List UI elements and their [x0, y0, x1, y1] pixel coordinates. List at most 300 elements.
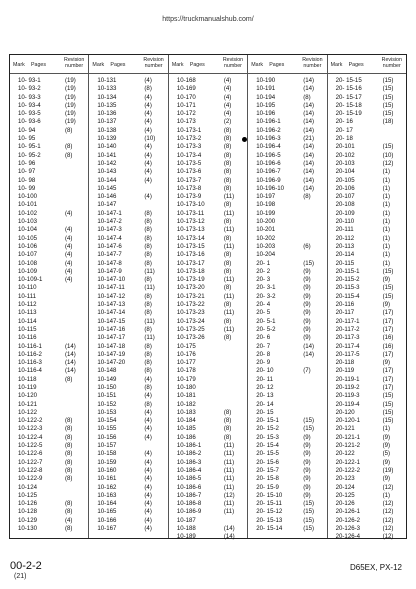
header-revision-line2: number — [223, 63, 242, 70]
table-row — [328, 152, 406, 160]
revision-cell: (1) — [382, 234, 391, 242]
table-column — [247, 55, 326, 538]
page-cell: 10-153 — [97, 408, 117, 416]
table-row — [10, 102, 88, 110]
page-cell: 10-106 — [18, 242, 37, 250]
revision-cell: (8) — [303, 193, 311, 201]
page-cell: 20-118 — [335, 359, 355, 367]
revision-table — [9, 54, 407, 539]
table-row — [10, 409, 88, 417]
table-row — [10, 77, 88, 85]
revision-cell: (1) — [382, 491, 391, 499]
table-row — [328, 260, 406, 268]
table-row — [169, 525, 247, 533]
table-row — [10, 500, 88, 508]
table-row — [248, 218, 326, 226]
table-row — [10, 243, 88, 251]
page-cell: 10- 93-5 — [18, 110, 41, 118]
page-cell: 10-173-19 — [176, 276, 205, 284]
table-row — [248, 376, 326, 384]
table-row — [89, 434, 167, 442]
revision-cell: (8) — [65, 458, 73, 466]
table-row — [89, 376, 167, 384]
table-row — [10, 459, 88, 467]
page-cell: 10-173 — [176, 118, 196, 126]
page-cell: 10-186-3 — [176, 458, 202, 466]
revision-cell: (4) — [144, 126, 152, 134]
model-name: D65EX, PX-12 — [349, 563, 402, 572]
table-row — [169, 392, 247, 400]
page-cell: 10-196-6 — [256, 159, 281, 167]
table-row — [169, 185, 247, 193]
revision-cell: (9) — [303, 317, 311, 325]
table-row — [169, 301, 247, 309]
revision-cell: (15) — [303, 516, 315, 524]
table-row — [248, 392, 326, 400]
table-row — [89, 293, 167, 301]
table-row — [328, 118, 406, 126]
revision-cell: (4) — [223, 93, 232, 101]
revision-cell: (15) — [382, 284, 394, 292]
table-row — [328, 226, 406, 234]
revision-cell: (8) — [65, 466, 73, 474]
table-row — [328, 251, 406, 259]
page-cell: 20-126-1 — [335, 508, 361, 516]
table-row — [89, 351, 167, 359]
table-row — [248, 309, 326, 317]
table-row — [169, 508, 247, 516]
page-cell: 20- 17 — [335, 126, 353, 134]
revision-cell: (12) — [382, 483, 394, 491]
table-row — [89, 85, 167, 93]
table-row — [328, 517, 406, 525]
table-row — [169, 160, 247, 168]
table-row — [328, 185, 406, 193]
revision-cell: (4) — [65, 516, 73, 524]
table-row — [169, 177, 247, 185]
revision-cell: (4) — [65, 267, 73, 275]
revision-cell: (14) — [303, 350, 315, 358]
revision-cell: (14) — [223, 533, 235, 541]
revision-cell: (15) — [382, 101, 394, 109]
table-row — [169, 268, 247, 276]
table-row — [10, 309, 88, 317]
table-row — [89, 260, 167, 268]
column-header — [169, 55, 247, 74]
table-row — [89, 417, 167, 425]
page-cell: 10- 99 — [18, 184, 36, 192]
page-cell: 10-173-13 — [176, 226, 205, 234]
table-row — [328, 376, 406, 384]
page-cell: 10-126 — [18, 500, 37, 508]
revision-cell: (11) — [223, 209, 235, 217]
table-row — [328, 392, 406, 400]
page-cell: 20- 15-7 — [256, 466, 279, 474]
table-row — [10, 484, 88, 492]
page-cell: 10-122-8 — [18, 466, 43, 474]
table-row — [169, 193, 247, 201]
table-row — [328, 484, 406, 492]
table-row — [169, 467, 247, 475]
page-cell: 10-173-9 — [176, 193, 202, 201]
page-cell: 10-198 — [256, 201, 276, 209]
table-row — [248, 450, 326, 458]
table-row — [10, 326, 88, 334]
page-cell: 20- 15 — [256, 408, 274, 416]
revision-cell: (11) — [144, 334, 155, 342]
header-mark: Mark — [251, 62, 263, 68]
revision-cell: (1) — [382, 176, 391, 184]
page-cell: 20- 16 — [335, 118, 353, 126]
page-cell: 10-143 — [97, 168, 117, 176]
revision-cell: (4) — [65, 226, 73, 234]
revision-cell: (14) — [303, 77, 315, 84]
header-revision — [143, 57, 163, 69]
page-cell: 10-122-4 — [18, 433, 43, 441]
page-cell: 10-186-6 — [176, 483, 202, 491]
table-row — [89, 343, 167, 351]
page-cell: 10-173-21 — [176, 292, 205, 300]
page-cell: 10-147-13 — [97, 301, 126, 309]
revision-cell: (9) — [303, 292, 311, 300]
page-cell: 10-173-3 — [176, 143, 202, 151]
table-row — [169, 376, 247, 384]
page-cell: 10-105 — [18, 234, 37, 242]
page-cell: 10-122 — [18, 408, 37, 416]
table-column — [88, 55, 167, 538]
revision-cell: (8) — [223, 159, 232, 167]
revision-cell: (12) — [382, 516, 394, 524]
revision-cell: (8) — [144, 234, 152, 242]
page-cell: 10- 93-3 — [18, 93, 41, 101]
page-cell: 10-109 — [18, 267, 37, 275]
table-row — [248, 235, 326, 243]
revision-cell: (11) — [223, 442, 235, 450]
table-row — [169, 459, 247, 467]
revision-cell: (15) — [382, 400, 394, 408]
page-cell: 10-122-7 — [18, 458, 43, 466]
page-cell: 10-196-2 — [256, 126, 281, 134]
page-cell: 10-161 — [97, 475, 117, 483]
page-cell: 10- 98 — [18, 176, 36, 184]
revision-cell: (14) — [303, 184, 315, 192]
revision-cell: (8) — [65, 425, 73, 433]
page-cell: 20- 15-8 — [256, 475, 279, 483]
page-cell: 20-121 — [335, 425, 355, 433]
revision-cell: (4) — [144, 143, 152, 151]
revision-cell: (8) — [144, 383, 152, 391]
table-row — [89, 152, 167, 160]
table-row — [328, 168, 406, 176]
table-row — [328, 367, 406, 375]
page-cell: 20-126 — [335, 500, 355, 508]
revision-cell: (4) — [144, 118, 152, 126]
page-cell: 20- 4 — [256, 301, 271, 309]
table-column — [327, 55, 406, 541]
revision-cell: (8) — [144, 400, 152, 408]
page-cell: 10-133 — [97, 85, 117, 93]
table-row — [169, 284, 247, 292]
page-cell: 10-139 — [97, 135, 117, 143]
page-cell: 20- 15-14 — [256, 525, 283, 533]
page-cell: 10-101 — [18, 201, 37, 209]
revision-cell: (1) — [382, 259, 391, 267]
page-cell: 20-121-2 — [335, 442, 361, 450]
page-cell: 10-147-7 — [97, 251, 122, 259]
revision-cell: (8) — [65, 143, 73, 151]
revision-cell: (11) — [223, 508, 235, 516]
page-cell: 10-116-1 — [18, 342, 42, 350]
table-row — [10, 517, 88, 525]
revision-cell: (19) — [65, 110, 76, 118]
page-cell: 20-122 — [335, 450, 355, 458]
table-row — [328, 193, 406, 201]
page-cell: 10-119 — [18, 383, 37, 391]
revision-cell: (8) — [223, 408, 232, 416]
table-row — [10, 177, 88, 185]
page-cell: 20- 9 — [256, 359, 271, 367]
table-row — [328, 384, 406, 392]
page-cell: 20- 11 — [256, 375, 274, 383]
revision-cell: (19) — [382, 466, 394, 474]
page-cell: 20-123 — [335, 475, 355, 483]
revision-cell: (14) — [303, 168, 315, 176]
revision-cell: (9) — [303, 325, 311, 333]
page-cell: 10-154 — [97, 417, 117, 425]
table-row — [10, 392, 88, 400]
page-cell: 20- 15-1 — [256, 417, 279, 425]
header-revision — [382, 57, 402, 69]
header-revision — [64, 57, 84, 69]
table-row — [89, 143, 167, 151]
page-cell: 10-163 — [97, 491, 117, 499]
table-row — [89, 367, 167, 375]
page-cell: 10-144 — [97, 176, 117, 184]
table-row — [169, 218, 247, 226]
table-row — [248, 135, 326, 143]
table-row — [10, 94, 88, 102]
page-cell: 20- 15-15 — [335, 77, 362, 84]
table-row — [248, 409, 326, 417]
revision-cell: (15) — [382, 408, 394, 416]
revision-cell: (19) — [65, 77, 76, 84]
table-row — [10, 218, 88, 226]
revision-cell: (12) — [382, 533, 394, 541]
revision-cell: (1) — [382, 209, 391, 217]
table-row — [328, 492, 406, 500]
revision-cell: (11) — [223, 466, 235, 474]
page-cell: 10-111 — [18, 292, 37, 300]
page-cell: 10-147-11 — [97, 284, 125, 292]
page-cell: 10-122-9 — [18, 475, 43, 483]
revision-cell: (8) — [144, 367, 152, 375]
page-cell: 20-116 — [335, 301, 355, 309]
page-cell: 10-200 — [256, 218, 276, 226]
page-cell: 10-179 — [176, 375, 196, 383]
page-cell: 10-158 — [97, 450, 117, 458]
table-row — [328, 94, 406, 102]
table-row — [10, 226, 88, 234]
page-cell: 10-204 — [256, 251, 276, 259]
page-cell: 20-122-1 — [335, 458, 361, 466]
page-cell: 10- 94 — [18, 126, 36, 134]
table-row — [248, 143, 326, 151]
source-url[interactable]: https://truckmanualshub.com/ — [162, 16, 254, 23]
revision-cell: (14) — [303, 85, 315, 93]
table-row — [169, 77, 247, 85]
page-cell: 10-125 — [18, 491, 37, 499]
table-row — [169, 475, 247, 483]
revision-cell: (17) — [382, 367, 394, 375]
page-cell: 20- 10 — [256, 367, 274, 375]
revision-cell: (4) — [144, 375, 152, 383]
page-cell: 20-111 — [335, 226, 354, 234]
page-cell: 10-196-4 — [256, 143, 281, 151]
table-row — [89, 185, 167, 193]
revision-cell: (14) — [303, 126, 315, 134]
table-row — [89, 276, 167, 284]
revision-cell: (8) — [144, 309, 152, 317]
table-row — [328, 218, 406, 226]
table-row — [248, 293, 326, 301]
page-cell: 10-186-7 — [176, 491, 202, 499]
table-row — [169, 135, 247, 143]
column-header — [328, 55, 406, 74]
page-cell: 10- 97 — [18, 168, 36, 176]
page-cell: 20-115-1 — [335, 267, 360, 275]
table-row — [169, 152, 247, 160]
revision-cell: (8) — [223, 234, 232, 242]
page-cell: 10-191 — [256, 85, 276, 93]
revision-cell: (4) — [144, 500, 152, 508]
table-row — [10, 185, 88, 193]
table-row — [169, 210, 247, 218]
table-row — [10, 152, 88, 160]
page-cell: 10-173-11 — [176, 209, 205, 217]
revision-cell: (2) — [223, 118, 232, 126]
table-row — [248, 185, 326, 193]
revision-cell: (11) — [223, 226, 235, 234]
table-row — [248, 193, 326, 201]
page-cell: 20-117-3 — [335, 334, 360, 342]
column-header — [10, 55, 88, 74]
page-cell: 10- 93-2 — [18, 85, 41, 93]
page-cell: 10-116-3 — [18, 359, 42, 367]
table-row — [10, 401, 88, 409]
revision-cell: (11) — [144, 317, 155, 325]
table-row — [89, 268, 167, 276]
table-row — [10, 351, 88, 359]
table-row — [169, 251, 247, 259]
page-cell: 20- 5 — [256, 309, 271, 317]
table-row — [328, 318, 406, 326]
revision-cell: (8) — [65, 375, 73, 383]
page-cell: 10-185 — [176, 425, 196, 433]
table-row — [248, 77, 326, 85]
page-cell: 20-115-3 — [335, 284, 360, 292]
revision-cell: (16) — [382, 342, 394, 350]
table-row — [248, 384, 326, 392]
revision-cell: (4) — [144, 408, 152, 416]
table-row — [89, 467, 167, 475]
revision-cell: (1) — [382, 201, 391, 209]
revision-cell: (15) — [382, 85, 394, 93]
table-row — [169, 127, 247, 135]
page-cell: 20-117-2 — [335, 325, 360, 333]
table-row — [169, 326, 247, 334]
page-cell: 20-121-1 — [335, 433, 361, 441]
revision-cell: (6) — [303, 242, 311, 250]
table-row — [248, 152, 326, 160]
page-cell: 10-147 — [97, 201, 117, 209]
table-row — [248, 268, 326, 276]
page-cell: 10-141 — [97, 151, 117, 159]
revision-cell: (8) — [223, 151, 232, 159]
page-cell: 20- 15-3 — [256, 433, 279, 441]
page-cell: 10-122-3 — [18, 425, 43, 433]
table-row — [328, 235, 406, 243]
revision-cell: (4) — [223, 85, 232, 93]
page-cell: 10-196-7 — [256, 168, 281, 176]
revision-cell: (8) — [223, 417, 232, 425]
page-cell: 10-181 — [176, 392, 196, 400]
page-cell: 10- 95 — [18, 135, 36, 143]
page-cell: 10- 93-6 — [18, 118, 41, 126]
revision-cell: (8) — [144, 218, 152, 226]
table-row — [10, 367, 88, 375]
revision-cell: (17) — [382, 383, 394, 391]
revision-cell: (9) — [382, 301, 391, 309]
page-cell: 10-196-3 — [256, 135, 281, 143]
revision-cell: (9) — [303, 458, 311, 466]
revision-cell: (8) — [65, 417, 73, 425]
page-cell: 10-150 — [97, 383, 117, 391]
table-row — [328, 467, 406, 475]
revision-cell: (15) — [303, 525, 315, 533]
revision-cell: (14) — [65, 350, 76, 358]
revision-cell: (15) — [382, 143, 394, 151]
table-row — [10, 276, 88, 284]
table-row — [169, 359, 247, 367]
revision-cell: (4) — [144, 392, 152, 400]
table-row — [169, 492, 247, 500]
page-cell: 10-173-1 — [176, 126, 202, 134]
revision-cell: (4) — [144, 466, 152, 474]
revision-cell: (11) — [223, 276, 235, 284]
revision-cell: (15) — [382, 392, 394, 400]
page-cell: 20-120-1 — [335, 417, 361, 425]
page-cell: 10-147-12 — [97, 292, 126, 300]
revision-cell: (17) — [382, 309, 394, 317]
page-cell: 10-164 — [97, 500, 117, 508]
page-cell: 20-115-4 — [335, 292, 360, 300]
table-row — [169, 318, 247, 326]
revision-cell: (8) — [144, 350, 152, 358]
page-cell: 10-196-9 — [256, 176, 281, 184]
page-cell: 10-177 — [176, 359, 196, 367]
revision-cell: (4) — [144, 168, 152, 176]
table-row — [10, 135, 88, 143]
page-cell: 10-147-15 — [97, 317, 126, 325]
table-row — [89, 392, 167, 400]
page-cell: 20- 14 — [256, 400, 274, 408]
revision-cell: (9) — [382, 442, 391, 450]
revision-cell: (4) — [223, 101, 232, 109]
page-cell: 10-136 — [97, 110, 117, 118]
page-cell: 10-178 — [176, 367, 196, 375]
header-revision-line1: Revision — [381, 57, 402, 63]
page-cell: 10-166 — [97, 516, 117, 524]
